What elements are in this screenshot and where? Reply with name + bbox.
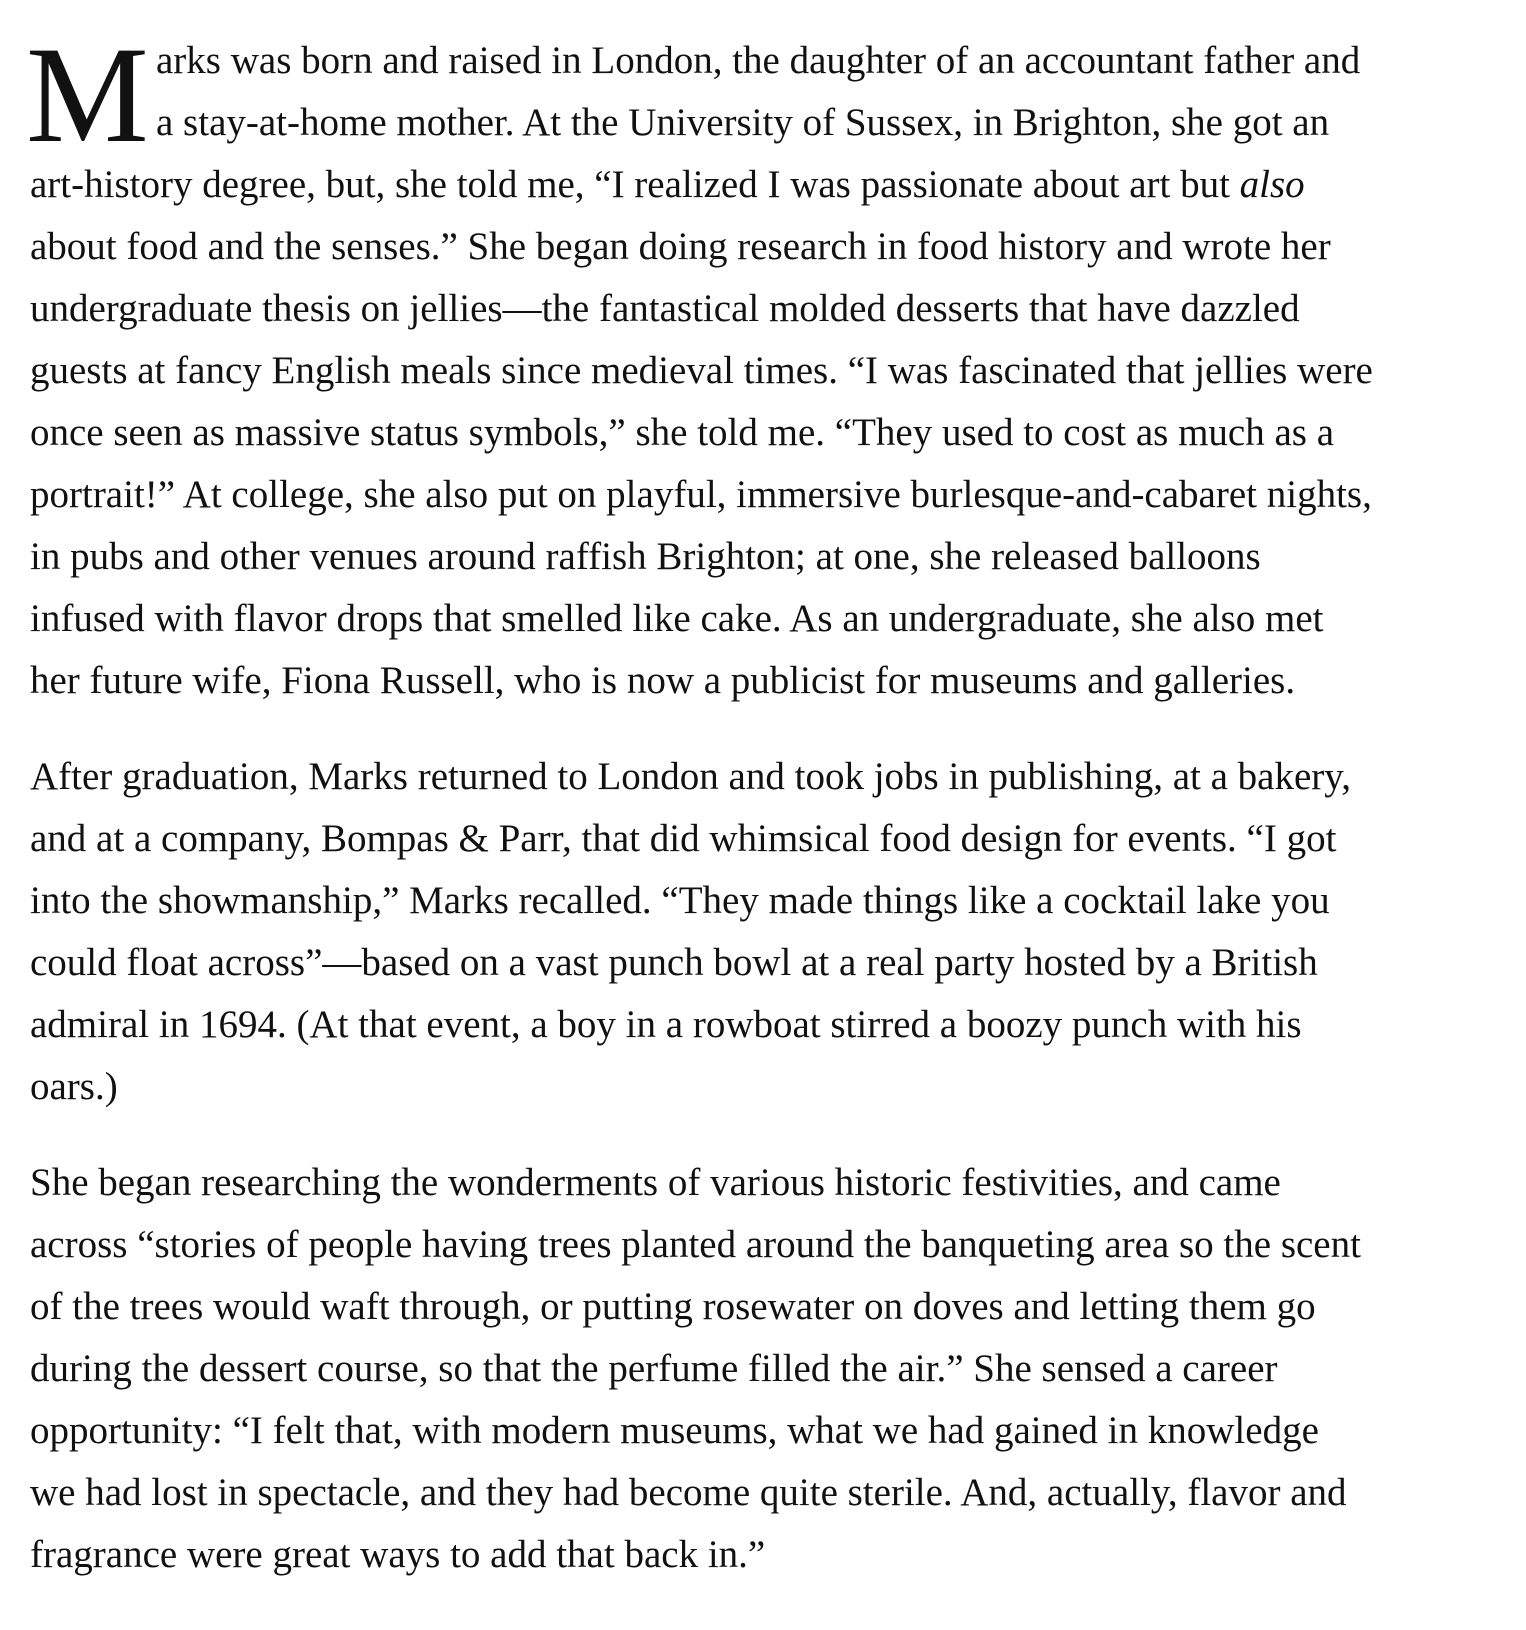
- text-line: infused with flavor drops that smelled like cake. As an undergraduate, she also met: [30, 597, 1324, 640]
- paragraph-2: [30, 746, 1520, 1118]
- text-line: [30, 154, 1520, 216]
- text-line: we had lost in spectacle, and they had become quite sterile. And, actually, flavor and: [30, 1471, 1347, 1514]
- article-body: [26, 18, 1520, 1620]
- text-line: After graduation, Marks returned to London and took jobs in publishing, at a bakery,: [30, 755, 1352, 798]
- text-line: a stay-at-home mother. At the University of Sussex, in Brighton, she got an: [156, 101, 1330, 144]
- text-line: once seen as massive status symbols,” she told me. “They used to cost as much as a: [30, 411, 1335, 454]
- text-segment: art-history degree, but, she told me, “I realized I was passionate about art but: [30, 163, 1240, 206]
- drop-cap: M: [26, 18, 149, 171]
- text-line: about food and the senses.” She began doing research in food history and wrote her: [30, 225, 1331, 268]
- text-line: fragrance were great ways to add that back in.”: [30, 1533, 766, 1576]
- text-line: arks was born and raised in London, the daughter of an accountant father and: [156, 39, 1361, 82]
- text-line: oars.): [30, 1065, 118, 1108]
- text-line: She began researching the wonderments of various historic festivities, and came: [30, 1161, 1281, 1204]
- text-line: guests at fancy English meals since medieval times. “I was fascinated that jellies were: [30, 349, 1373, 392]
- text-line: admiral in 1694. (At that event, a boy in a rowboat stirred a boozy punch with his: [30, 1003, 1302, 1046]
- text-line: opportunity: “I felt that, with modern museums, what we had gained in knowledge: [30, 1409, 1319, 1452]
- text-line: could float across”—based on a vast punch bowl at a real party hosted by a British: [30, 941, 1318, 984]
- text-line: into the showmanship,” Marks recalled. “They made things like a cocktail lake you: [30, 879, 1330, 922]
- text-line: in pubs and other venues around raffish Brighton; at one, she released balloons: [30, 535, 1261, 578]
- paragraph-1: [26, 18, 1520, 712]
- text-line: her future wife, Fiona Russell, who is now a publicist for museums and galleries.: [30, 659, 1296, 702]
- text-line: across “stories of people having trees planted around the banqueting area so the scent: [30, 1223, 1361, 1266]
- text-line: undergraduate thesis on jellies—the fantastical molded desserts that have dazzled: [30, 287, 1300, 330]
- text-line: and at a company, Bompas & Parr, that did whimsical food design for events. “I got: [30, 817, 1337, 860]
- paragraph-3: [30, 1152, 1520, 1586]
- text-line: of the trees would waft through, or putting rosewater on doves and letting them go: [30, 1285, 1316, 1328]
- text-line: during the dessert course, so that the perfume filled the air.” She sensed a career: [30, 1347, 1278, 1390]
- text-line: portrait!” At college, she also put on playful, immersive burlesque-and-cabaret nights,: [30, 473, 1372, 516]
- italic-emphasis: also: [1239, 163, 1305, 206]
